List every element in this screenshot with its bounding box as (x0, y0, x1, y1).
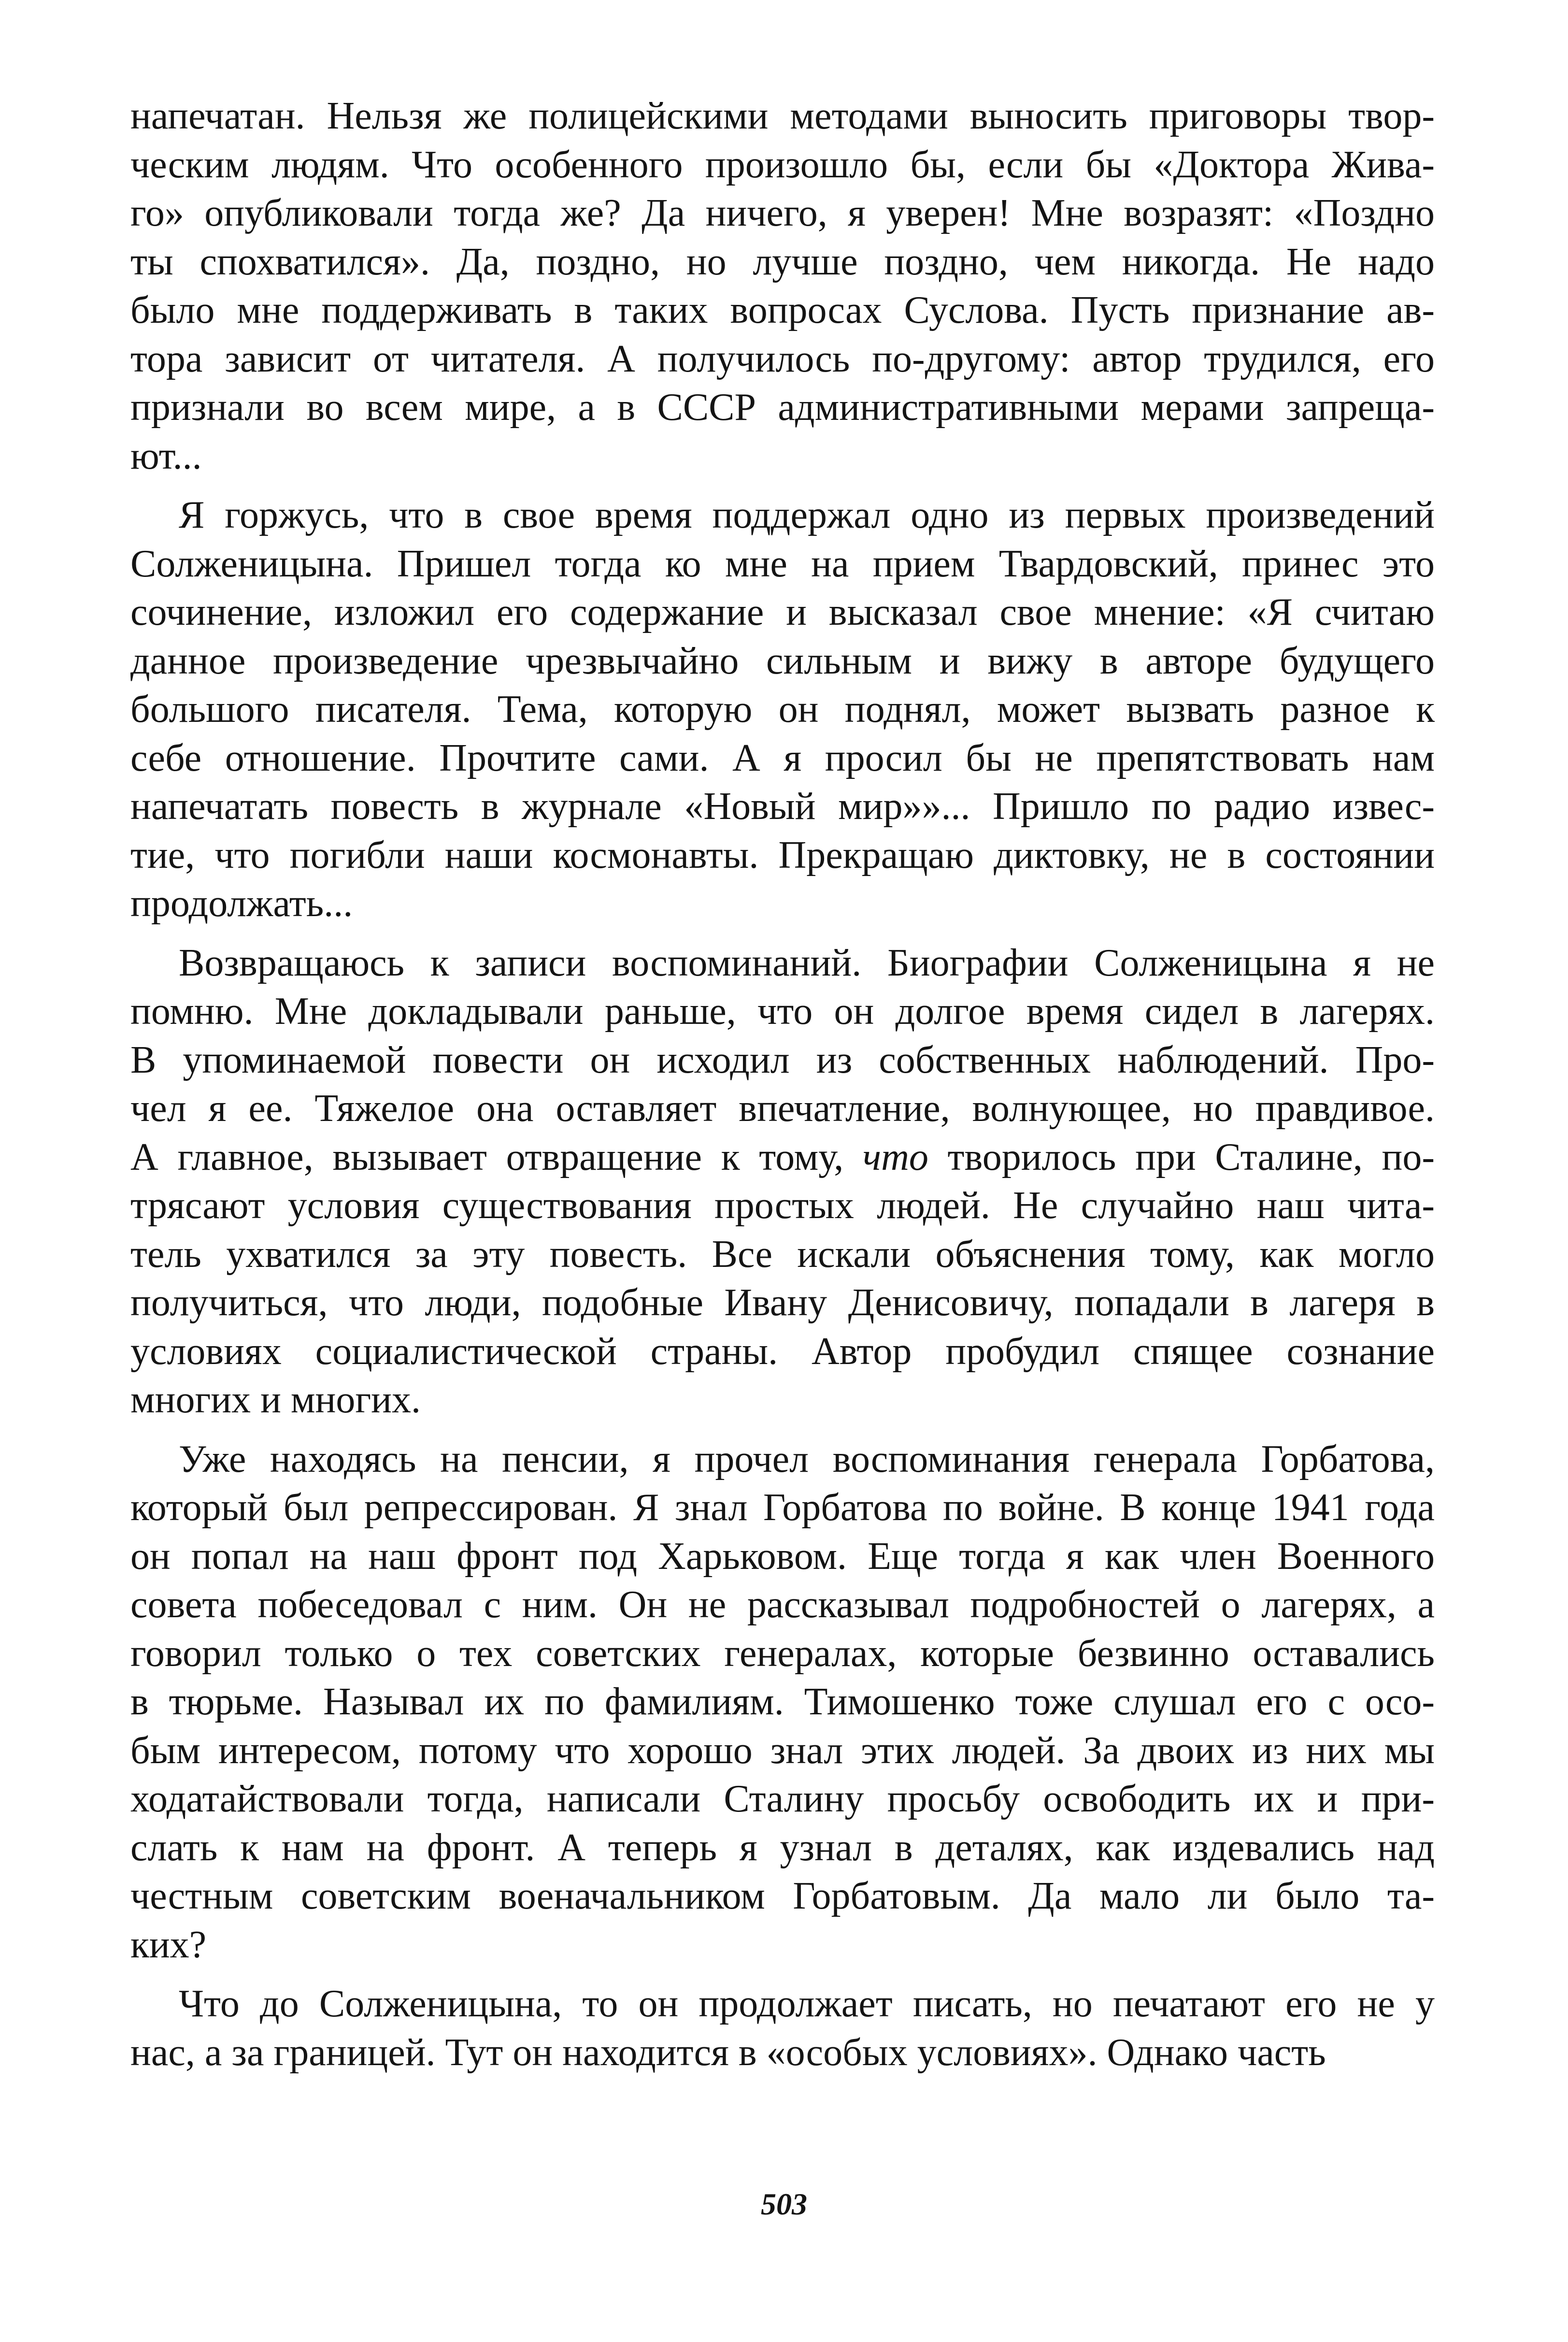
text-line: тель ухватился за эту повесть. Все искали объяснения тому, как могло (130, 1233, 1435, 1276)
emphasis: что (862, 1135, 928, 1178)
text-line: трясают условия существования простых людей. Не случайно наш чита- (130, 1184, 1435, 1227)
paragraph-gap (130, 1969, 1435, 1980)
paragraph (130, 1435, 1435, 1969)
text-line: в тюрьме. Называл их по фамилиям. Тимошенко тоже слушал его с осо- (130, 1681, 1435, 1723)
text-line: сочинение, изложил его содержание и высказал свое мнение: «Я считаю (130, 591, 1435, 633)
text-line: напечатать повесть в журнале «Новый мир»»... Пришло по радио извес- (130, 785, 1435, 828)
text-line: большого писателя. Тема, которую он поднял, может вызвать разное к (130, 688, 1435, 731)
text-line: признали во всем мире, а в СССР административными мерами запреща- (130, 386, 1435, 429)
text-line: чел я ее. Тяжелое она оставляет впечатление, волнующее, но правдивое. (130, 1087, 1435, 1130)
text-line: Я горжусь, что в свое время поддержал одно из первых произведений (179, 494, 1435, 536)
text-line: го» опубликовали тогда же? Да ничего, я уверен! Мне возразят: «Поздно (130, 192, 1435, 234)
text-line: Уже находясь на пенсии, я прочел воспоминания генерала Горбатова, (179, 1437, 1435, 1480)
text-line: он попал на наш фронт под Харьковом. Еще тогда я как член Военного (130, 1535, 1435, 1578)
body-text (130, 92, 1435, 2077)
text-line: В упоминаемой повести он исходил из собственных наблюдений. Про- (130, 1038, 1435, 1081)
text-line: который был репрессирован. Я знал Горбатова по войне. В конце 1941 года (130, 1486, 1435, 1529)
text-line: условиях социалистической страны. Автор пробудил спящее сознание (130, 1330, 1435, 1373)
text-line: ют... (130, 434, 202, 477)
text-line: нас, а за границей. Тут он находится в «особых условиях». Однако часть (130, 2031, 1326, 2074)
text-line: продолжать... (130, 882, 353, 925)
paragraph (130, 491, 1435, 928)
paragraph-gap (130, 480, 1435, 491)
text-line: ких? (130, 1923, 207, 1966)
text-line: многих и многих. (130, 1379, 421, 1421)
text-line: ческим людям. Что особенного произошло бы, если бы «Доктора Жива- (130, 143, 1435, 186)
paragraph (130, 939, 1435, 1424)
text-line: ты спохватился». Да, поздно, но лучше поздно, чем никогда. Не надо (130, 240, 1435, 283)
text-line: А главное, вызывает отвращение к тому, что творилось при Сталине, по- (130, 1135, 1435, 1178)
paragraph (130, 1980, 1435, 2077)
text-line: данное произведение чрезвычайно сильным и вижу в авторе будущего (130, 639, 1435, 682)
text-line: честным советским военачальником Горбатовым. Да мало ли было та- (130, 1875, 1435, 1917)
text-line: тие, что погибли наши космонавты. Прекращаю диктовку, не в состоянии (130, 833, 1435, 876)
text-line: бым интересом, потому что хорошо знал этих людей. За двоих из них мы (130, 1729, 1435, 1772)
text-line: себе отношение. Прочтите сами. А я просил бы не препятствовать нам (130, 736, 1435, 779)
text-line: Возвращаюсь к записи воспоминаний. Биографии Солженицына я не (179, 941, 1435, 984)
paragraph-gap (130, 928, 1435, 939)
text-line: помню. Мне докладывали раньше, что он долгое время сидел в лагерях. (130, 990, 1435, 1033)
text-line: ходатайствовали тогда, написали Сталину просьбу освободить их и при- (130, 1778, 1435, 1820)
text-line: было мне поддерживать в таких вопросах Суслова. Пусть признание ав- (130, 289, 1435, 331)
text-line: говорил только о тех советских генералах, которые безвинно оставались (130, 1632, 1435, 1675)
page-number: 503 (761, 2187, 807, 2221)
text-line: совета побеседовал с ним. Он не рассказывал подробностей о лагерях, а (130, 1583, 1435, 1626)
paragraph-gap (130, 1424, 1435, 1435)
text-line: Что до Солженицына, то он продолжает писать, но печатают его не у (179, 1983, 1435, 2025)
text-line: напечатан. Нельзя же полицейскими методами выносить приговоры твор- (130, 95, 1435, 137)
text-line: получиться, что люди, подобные Ивану Денисовичу, попадали в лагеря в (130, 1281, 1435, 1324)
text-line: тора зависит от читателя. А получилось по-другому: автор трудился, его (130, 337, 1435, 380)
paragraph (130, 92, 1435, 480)
text-line: Солженицына. Пришел тогда ко мне на прием Твардовский, принес это (130, 542, 1435, 585)
text-line: слать к нам на фронт. А теперь я узнал в деталях, как издевались над (130, 1826, 1435, 1869)
